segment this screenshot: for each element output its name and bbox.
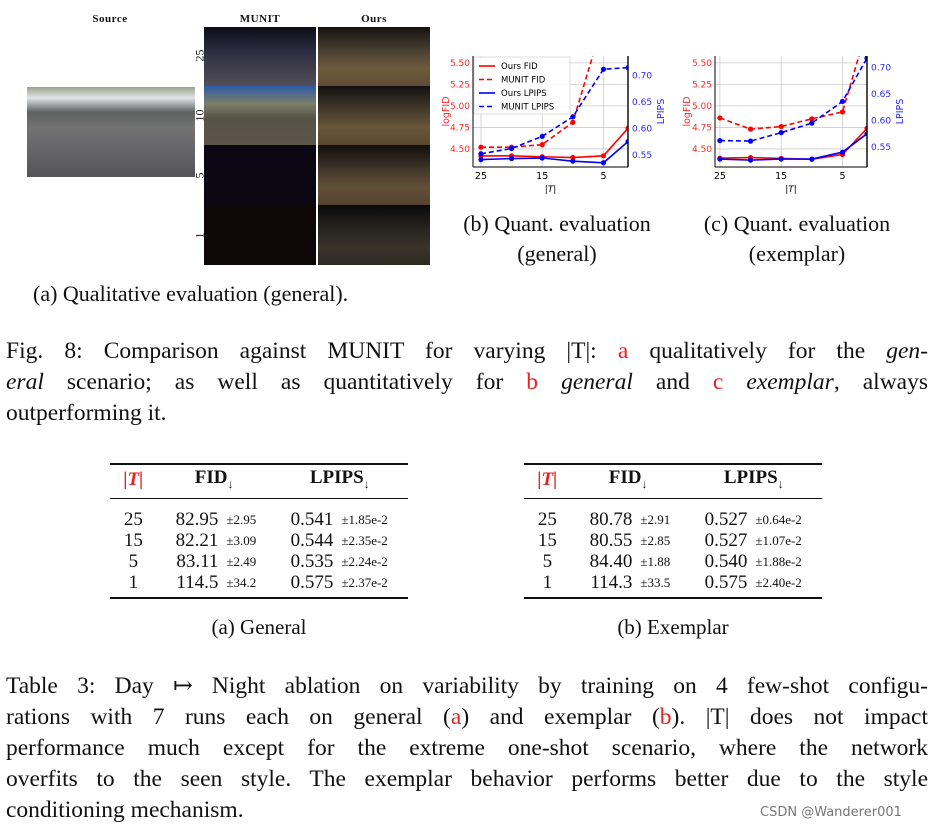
cell-t: 1 <box>524 572 571 598</box>
data-point <box>601 67 606 72</box>
y-tick-label: 4.50 <box>449 144 470 155</box>
ref-a[interactable]: a <box>617 338 629 364</box>
data-point <box>809 156 814 161</box>
x-tick-label: 25 <box>474 171 488 182</box>
cell-t: 15 <box>537 530 557 551</box>
cell-t: 1 <box>110 572 157 598</box>
figure-caption <box>6 336 928 429</box>
x-tick-label: 15 <box>536 171 549 182</box>
cell-lpips-std: ±2.40e-2 <box>751 572 822 598</box>
data-point <box>601 153 606 158</box>
data-point <box>478 151 483 156</box>
x-tick-label: 5 <box>600 171 607 182</box>
cell-fid: 80.55 <box>589 530 633 551</box>
table-3-caption <box>6 671 928 826</box>
series-munit-fid <box>717 50 869 132</box>
legend-label: MUNIT LPIPS <box>501 102 555 113</box>
cell-fid: 82.95 <box>175 509 219 530</box>
source-image <box>27 87 195 177</box>
data-point <box>779 124 784 129</box>
cell-fid-std: ±2.85 <box>640 533 671 548</box>
column-header-ours: Ours <box>361 13 387 25</box>
y-axis-label: logFID <box>682 96 693 127</box>
y2-tick-label: 0.55 <box>632 150 653 161</box>
caption-text: exemplar <box>746 369 834 395</box>
subcaption-c <box>677 209 917 269</box>
y2-tick-label: 0.70 <box>871 63 892 74</box>
data-point <box>779 130 784 135</box>
y-tick-label: 5.25 <box>449 80 470 91</box>
table-header-row <box>110 464 408 499</box>
caption-text: overfits to the seen style. The exemplar behavior performs better due to the style <box>6 766 928 792</box>
ours-image-25 <box>318 27 430 86</box>
cell-fid: 114.3 <box>571 572 637 598</box>
cell-lpips-std: ±1.07e-2 <box>755 533 802 548</box>
y-tick-label: 4.75 <box>449 123 470 134</box>
col-header-lpips <box>272 464 408 499</box>
table-header-row <box>524 464 822 499</box>
caption-text: rations with 7 runs each on general ( <box>6 704 451 730</box>
row-label-1: 1 <box>192 232 207 239</box>
data-point <box>601 160 606 165</box>
data-point <box>840 150 845 155</box>
cell-lpips-std: ±2.35e-2 <box>341 533 388 548</box>
subcaption-c-line1: (c) Quant. evaluation <box>703 211 891 236</box>
data-point <box>540 134 545 139</box>
x-axis-label: |T| <box>544 185 557 195</box>
header-label: FID <box>194 467 228 488</box>
ref-a[interactable]: a <box>450 704 462 730</box>
caption-text: ). |T| does not impact <box>671 704 928 730</box>
cell-fid-std: ±1.88 <box>640 554 671 569</box>
ours-image-10 <box>318 86 430 145</box>
caption-text: conditioning mechanism. <box>6 797 244 823</box>
legend-label: MUNIT FID <box>501 75 546 86</box>
table-row <box>110 572 408 598</box>
y2-tick-label: 0.60 <box>632 124 653 135</box>
caption-text: Table 3: Day ↦ Night ablation on variability by training on 4 few-shot configu- <box>6 673 928 699</box>
table-general <box>110 463 408 599</box>
cell-lpips-std: ±0.64e-2 <box>755 512 802 527</box>
cell-lpips-std: ±1.88e-2 <box>755 554 802 569</box>
col-header-fid <box>157 464 272 499</box>
table-row <box>524 572 822 598</box>
subcaption-b-line2: (general) <box>517 241 597 266</box>
data-point <box>748 127 753 132</box>
y-tick-label: 5.00 <box>691 101 712 112</box>
watermark: CSDN @Wanderer001 <box>760 805 902 820</box>
table-row <box>110 499 408 531</box>
y-tick-label: 5.50 <box>691 58 712 69</box>
cell-lpips: 0.544 <box>290 530 334 551</box>
cell-lpips: 0.541 <box>290 509 334 530</box>
data-point <box>717 138 722 143</box>
cell-t: 15 <box>123 530 143 551</box>
cell-lpips-std: ±1.85e-2 <box>341 512 388 527</box>
series-ours-fid <box>478 126 630 160</box>
series-line <box>720 134 867 160</box>
y2-tick-label: 0.65 <box>871 90 892 101</box>
row-label-10: 10 <box>192 109 207 122</box>
header-label: FID <box>608 467 642 488</box>
y-tick-label: 5.00 <box>449 101 470 112</box>
col-header-lpips <box>686 464 822 499</box>
cell-lpips: 0.535 <box>290 551 334 572</box>
ref-c[interactable]: c <box>712 369 724 395</box>
cell-fid-std: ±2.95 <box>226 512 257 527</box>
table-caption-general: (a) General <box>211 615 307 639</box>
cell-t: 5 <box>128 551 139 572</box>
header-label: LPIPS <box>309 467 364 488</box>
cell-fid-std: ±2.91 <box>640 512 671 527</box>
down-arrow-icon: ↓ <box>227 477 234 491</box>
y-tick-label: 4.75 <box>691 123 712 134</box>
y-tick-label: 5.50 <box>449 58 470 69</box>
series-line <box>720 50 867 129</box>
y-tick-label: 4.50 <box>691 144 712 155</box>
col-header-t <box>524 464 571 499</box>
y2-axis-label: LPIPS <box>656 98 667 125</box>
x-tick-label: 25 <box>713 171 726 182</box>
munit-image-5 <box>204 145 316 205</box>
subcaption-c-line2: (exemplar) <box>748 241 846 266</box>
caption-text: eral <box>6 369 44 395</box>
y2-tick-label: 0.60 <box>871 116 892 127</box>
caption-text: performance much except for the extreme one-shot scenario, where the network <box>6 735 928 761</box>
data-point <box>570 159 575 164</box>
caption-text: scenario; as well as quantitatively for <box>43 369 527 395</box>
y-axis-label: logFID <box>441 96 452 127</box>
down-arrow-icon: ↓ <box>641 477 648 491</box>
data-point <box>570 120 575 125</box>
x-axis-label: |T| <box>785 185 797 195</box>
data-point <box>478 145 483 150</box>
x-tick-label: 15 <box>775 171 788 182</box>
subcaption-b-line1: (b) Quant. evaluation <box>463 211 651 236</box>
cell-fid: 83.11 <box>176 551 219 572</box>
cell-lpips: 0.575 <box>686 572 752 598</box>
col-header-t <box>110 464 157 499</box>
cell-lpips: 0.527 <box>704 530 748 551</box>
caption-text: ) and exemplar ( <box>461 704 660 730</box>
legend-label: Ours FID <box>501 62 538 72</box>
ours-image-5 <box>318 145 430 205</box>
data-point <box>840 99 845 104</box>
cell-fid: 114.5 <box>157 572 223 598</box>
cell-fid-std: ±33.5 <box>636 572 685 598</box>
row-label-5: 5 <box>192 172 207 179</box>
munit-image-25 <box>204 27 316 86</box>
data-point <box>748 139 753 144</box>
y2-tick-label: 0.55 <box>871 142 892 153</box>
caption-text: outperforming it. <box>6 400 167 426</box>
cell-t: 25 <box>537 509 557 530</box>
legend-label: Ours LPIPS <box>501 89 547 99</box>
cell-fid: 84.40 <box>589 551 633 572</box>
ours-image-1 <box>318 205 430 265</box>
y2-tick-label: 0.70 <box>632 71 653 82</box>
munit-image-1 <box>204 205 316 265</box>
cell-lpips: 0.540 <box>704 551 748 572</box>
cell-fid-std: ±2.49 <box>226 554 257 569</box>
cell-fid: 82.21 <box>175 530 219 551</box>
cell-lpips: 0.575 <box>272 572 338 598</box>
y2-tick-label: 0.65 <box>632 97 653 108</box>
header-label: |T| <box>537 468 558 490</box>
data-point <box>478 157 483 162</box>
caption-text: and <box>632 369 713 395</box>
table-row <box>524 551 822 572</box>
table-row <box>110 551 408 572</box>
subcaption-a: (a) Qualitative evaluation (general). <box>33 281 349 306</box>
table-row <box>524 530 822 551</box>
header-label: LPIPS <box>723 467 778 488</box>
ref-b[interactable]: b <box>526 369 538 395</box>
subcaption-b <box>437 209 677 269</box>
series-line <box>720 58 867 141</box>
cell-lpips-std: ±2.37e-2 <box>337 572 408 598</box>
caption-text: general <box>561 369 633 395</box>
space <box>723 369 746 395</box>
cell-fid-std: ±34.2 <box>222 572 271 598</box>
column-header-munit: MUNIT <box>239 13 281 25</box>
cell-t: 5 <box>542 551 553 572</box>
y2-axis-label: LPIPS <box>895 98 906 125</box>
data-point <box>779 156 784 161</box>
data-point <box>717 115 722 120</box>
table-row <box>524 499 822 531</box>
table-row <box>110 530 408 551</box>
data-point <box>540 142 545 147</box>
chart-general <box>440 50 680 200</box>
table-caption-exemplar: (b) Exemplar <box>617 615 729 639</box>
row-label-25: 25 <box>192 49 207 62</box>
series-ours-fid <box>717 126 869 162</box>
ref-b[interactable]: b <box>659 704 672 730</box>
down-arrow-icon: ↓ <box>363 477 370 491</box>
caption-text: qualitatively for the <box>628 338 887 364</box>
chart-exemplar <box>680 50 935 200</box>
series-line <box>481 128 628 157</box>
data-point <box>748 158 753 163</box>
legend <box>474 57 570 114</box>
down-arrow-icon: ↓ <box>777 477 784 491</box>
cell-lpips-std: ±2.24e-2 <box>341 554 388 569</box>
data-point <box>717 156 722 161</box>
data-point <box>509 146 514 151</box>
data-point <box>809 121 814 126</box>
y-tick-label: 5.25 <box>691 80 712 91</box>
munit-image-10 <box>204 86 316 145</box>
caption-text: , always <box>833 369 929 395</box>
data-point <box>570 114 575 119</box>
col-header-fid <box>571 464 686 499</box>
space <box>538 369 561 395</box>
table-exemplar <box>524 463 822 599</box>
column-header-source: Source <box>92 13 128 25</box>
x-tick-label: 5 <box>839 171 846 182</box>
caption-text: Fig. 8: Comparison against MUNIT for varying |T|: <box>6 338 618 364</box>
data-point <box>509 156 514 161</box>
data-point <box>840 109 845 114</box>
cell-lpips: 0.527 <box>704 509 748 530</box>
data-point <box>540 155 545 160</box>
cell-t: 25 <box>123 509 143 530</box>
cell-fid: 80.78 <box>589 509 633 530</box>
caption-text: gen- <box>886 338 929 364</box>
header-label: |T| <box>123 468 144 490</box>
cell-fid-std: ±3.09 <box>226 533 257 548</box>
